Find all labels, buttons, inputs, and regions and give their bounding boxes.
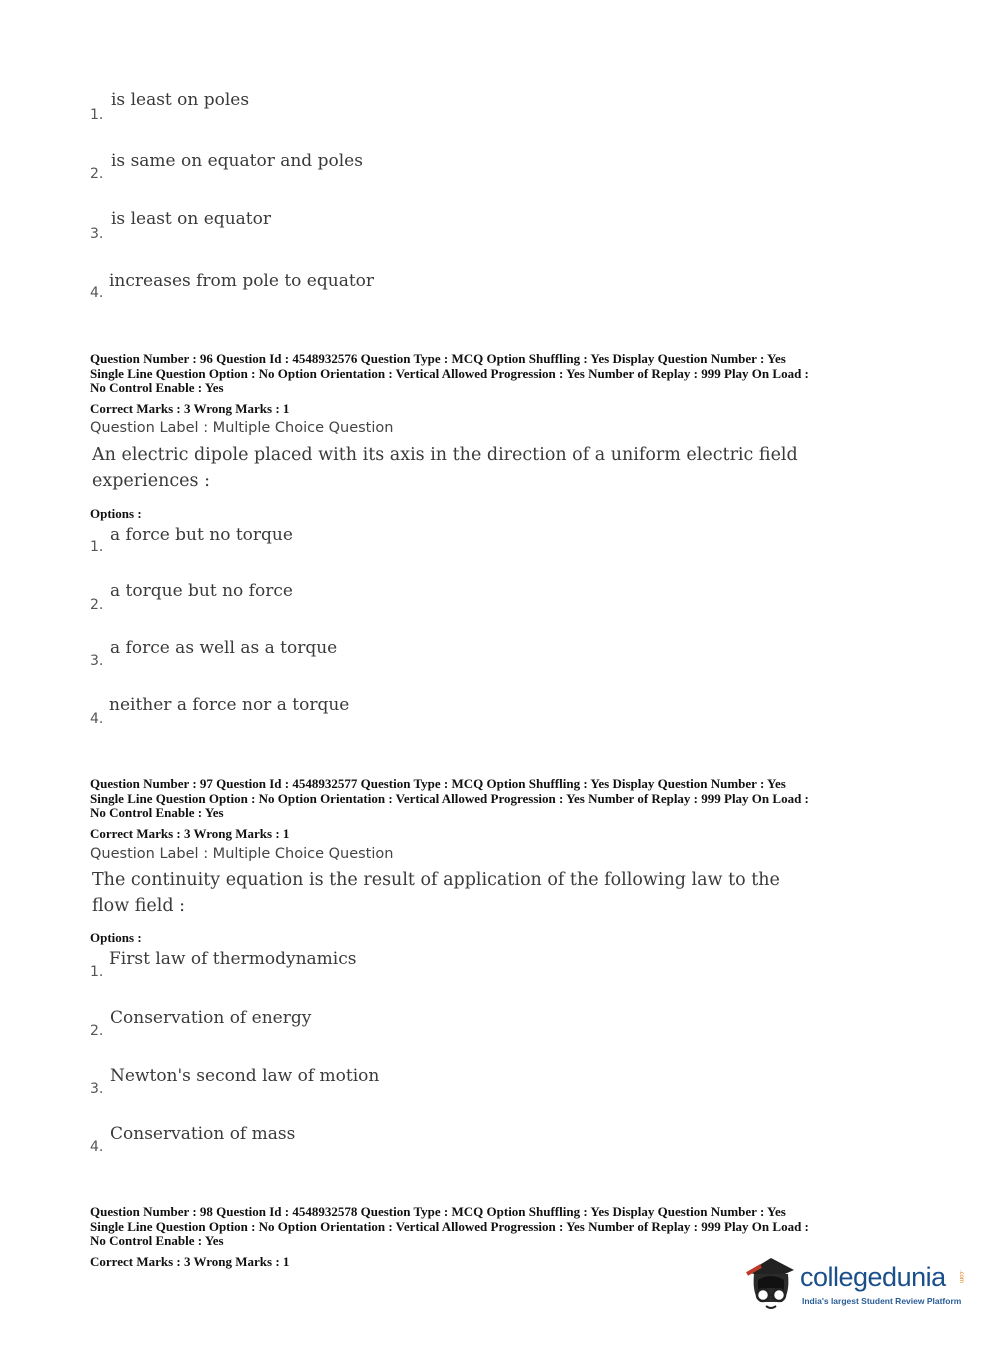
q97-option-4-text: Conservation of mass	[110, 1124, 296, 1144]
q97-option-2-number: 2.	[90, 1023, 104, 1039]
q98-meta-line-1: Question Number : 98 Question Id : 4548932578 Question Type : MCQ Option Shuffling : Yes Display Question Number : Yes	[90, 1204, 786, 1219]
q97-option-1-number: 1.	[90, 964, 104, 980]
prev-option-2-text: is same on equator and poles	[111, 151, 363, 171]
q98-meta-line-2: Single Line Question Option : No Option Orientation : Vertical Allowed Progression : Yes Number of Replay : 999 Play On Load :	[90, 1218, 809, 1234]
logo-domain-suffix: .com	[958, 1270, 964, 1284]
q97-meta-line-3: No Control Enable : Yes	[90, 805, 224, 820]
q97-marks: Correct Marks : 3 Wrong Marks : 1	[90, 826, 290, 841]
q97-option-3-text: Newton's second law of motion	[110, 1066, 380, 1086]
q96-option-2-text: a torque but no force	[110, 581, 293, 601]
prev-option-1-number: 1.	[90, 107, 104, 123]
prev-option-4-number: 4.	[90, 285, 104, 301]
q96-question-text: An electric dipole placed with its axis in the direction of a uniform electric field experiences :	[92, 445, 798, 491]
q96-metadata	[90, 352, 920, 396]
q96-option-1-number: 1.	[90, 539, 104, 555]
collegedunia-logo	[742, 1250, 972, 1320]
q96-option-3-number: 3.	[90, 653, 104, 669]
q97-question-label: Question Label : Multiple Choice Question	[90, 846, 394, 862]
prev-option-2-number: 2.	[90, 166, 104, 182]
q96-meta-line-1: Question Number : 96 Question Id : 4548932576 Question Type : MCQ Option Shuffling : Yes Display Question Number : Yes	[90, 351, 786, 366]
q97-option-4-number: 4.	[90, 1139, 104, 1155]
prev-option-1-text: is least on poles	[111, 90, 250, 110]
q96-meta-line-3: No Control Enable : Yes	[90, 380, 224, 395]
logo-tagline: India's largest Student Review Platform	[802, 1296, 962, 1306]
q96-option-2-number: 2.	[90, 597, 104, 613]
q97-metadata	[90, 777, 920, 821]
q97-option-1-text: First law of thermodynamics	[109, 949, 357, 969]
prev-option-3-text: is least on equator	[111, 209, 271, 229]
q96-option-4-number: 4.	[90, 711, 104, 727]
q97-question-text: The continuity equation is the result of application of the following law to the flow field :	[92, 870, 780, 916]
q97-meta-line-2: Single Line Question Option : No Option Orientation : Vertical Allowed Progression : Yes Number of Replay : 999 Play On Load :	[90, 790, 809, 806]
q98-marks: Correct Marks : 3 Wrong Marks : 1	[90, 1254, 290, 1269]
prev-option-3-number: 3.	[90, 226, 104, 242]
prev-option-4-text: increases from pole to equator	[109, 271, 375, 291]
mascot-icon	[742, 1250, 800, 1316]
q97-option-2-text: Conservation of energy	[110, 1008, 312, 1028]
q97-option-3-number: 3.	[90, 1081, 104, 1097]
q98-meta-line-3: No Control Enable : Yes	[90, 1233, 224, 1248]
q98-metadata	[90, 1205, 920, 1249]
q96-options-heading: Options :	[90, 506, 142, 521]
q96-marks: Correct Marks : 3 Wrong Marks : 1	[90, 401, 290, 416]
q96-option-1-text: a force but no torque	[110, 525, 293, 545]
q97-options-heading: Options :	[90, 930, 142, 945]
q97-meta-line-1: Question Number : 97 Question Id : 4548932577 Question Type : MCQ Option Shuffling : Yes Display Question Number : Yes	[90, 776, 786, 791]
logo-wordmark: collegedunia	[800, 1262, 946, 1292]
q96-question-label: Question Label : Multiple Choice Question	[90, 420, 394, 436]
q96-option-3-text: a force as well as a torque	[110, 638, 338, 658]
q96-option-4-text: neither a force nor a torque	[109, 695, 350, 715]
q96-meta-line-2: Single Line Question Option : No Option Orientation : Vertical Allowed Progression : Yes Number of Replay : 999 Play On Load :	[90, 365, 809, 381]
